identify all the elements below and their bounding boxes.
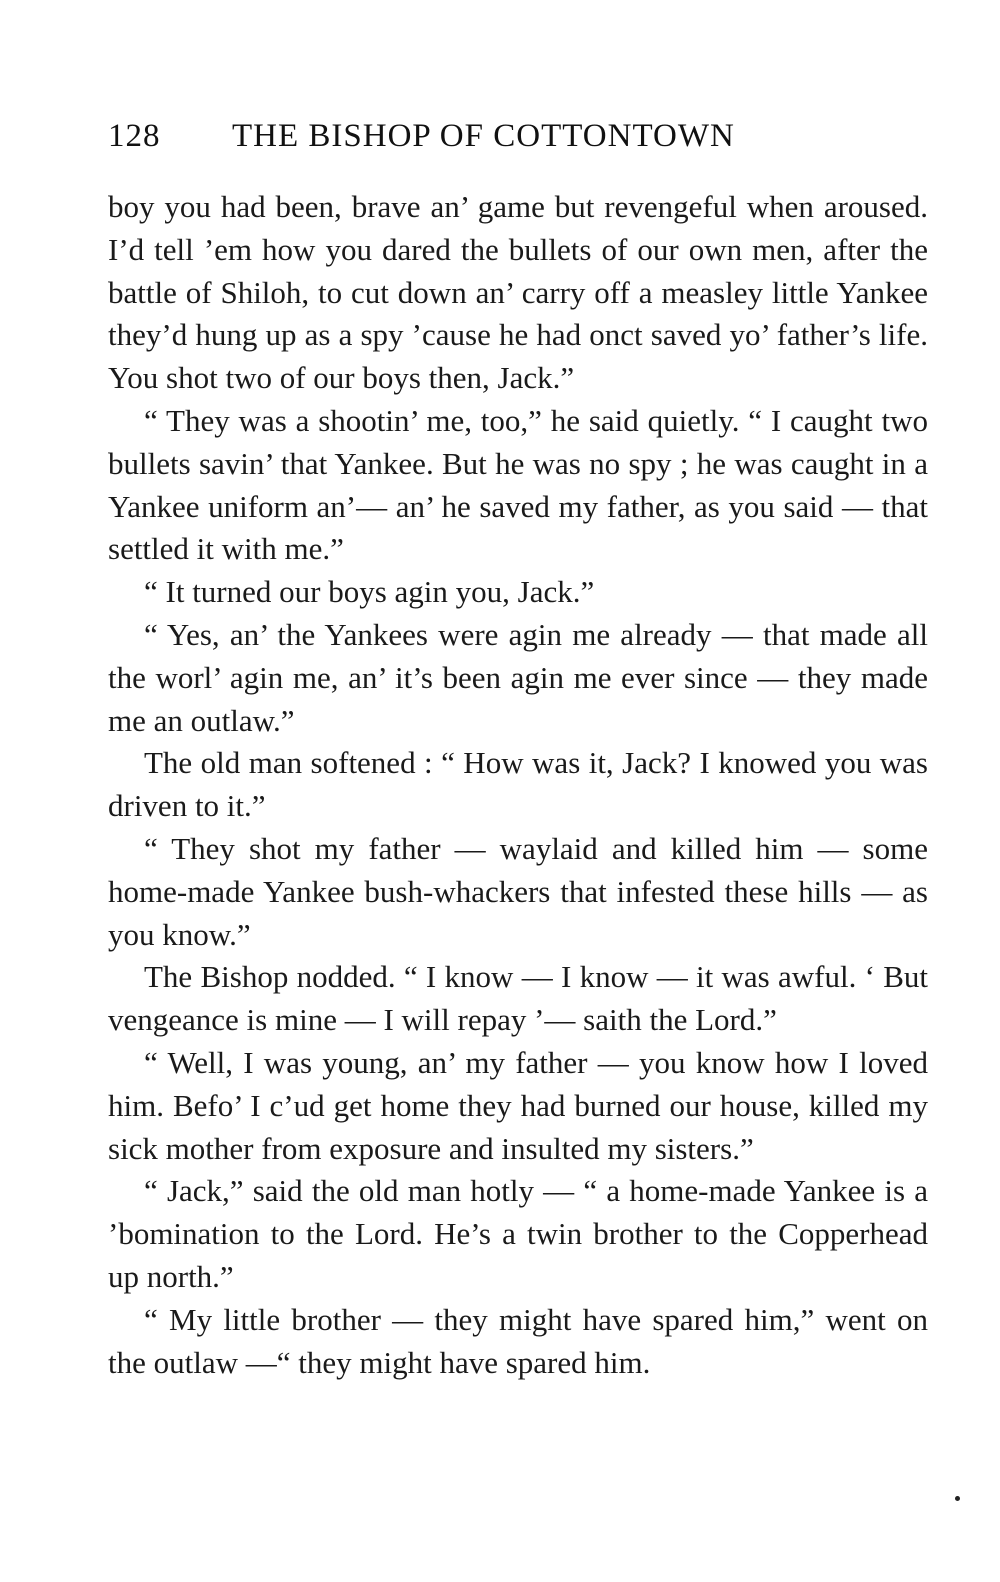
body-text	[108, 186, 928, 1384]
page-header	[108, 118, 928, 168]
paragraph-5: The old man softened : “ How was it, Jack? I knowed you was driven to it.”	[108, 745, 928, 824]
paragraph-3: “ It turned our boys agin you, Jack.”	[144, 574, 595, 610]
running-title: THE BISHOP OF COTTONTOWN	[232, 118, 735, 154]
paragraph-9: “ Jack,” said the old man hotly — “ a home-made Yankee is a ’bomination to the Lord. He’s a twin brother to the Copperhead up north.”	[108, 1173, 928, 1294]
paragraph-8: “ Well, I was young, an’ my father — you know how I loved him. Befo’ I c’ud get home they had burned our house, killed my sick mother from exposure and insulted my sisters.”	[108, 1044, 928, 1166]
paragraph-1: boy you had been, brave an’ game but revengeful when aroused. I’d tell ’em how you dared the bullets of our own men, after the battle of Shiloh, to cut down an’ carry off a measley little Yankee they’d hung up as a spy ’cause he had onct saved yo’ father’s life. You shot two of our boys then, Jack.”	[108, 189, 928, 396]
paragraph-4: “ Yes, an’ the Yankees were agin me already — that made all the worl’ agin me, an’ it’s been agin me ever since — they made me an outlaw.”	[108, 616, 928, 738]
page-number: 128	[108, 118, 161, 154]
paragraph-2: “ They was a shootin’ me, too,” he said quietly. “ I caught two bullets savin’ that Yankee. But he was no spy ; he was caught in a Yankee uniform an’— an’ he saved my father, as you said — that settled it with me.”	[108, 402, 928, 567]
paragraph-6: “ They shot my father — waylaid and killed him — some home-made Yankee bush-whackers that infested these hills — as you know.”	[108, 830, 928, 952]
paragraph-10: “ My little brother — they might have spared him,” went on the outlaw —“ they might have spared him.	[108, 1301, 928, 1380]
paragraph-7: The Bishop nodded. “ I know — I know — it was awful. ‘ But vengeance is mine — I will repay ’— saith the Lord.”	[108, 959, 928, 1038]
ink-speck	[955, 1496, 960, 1501]
